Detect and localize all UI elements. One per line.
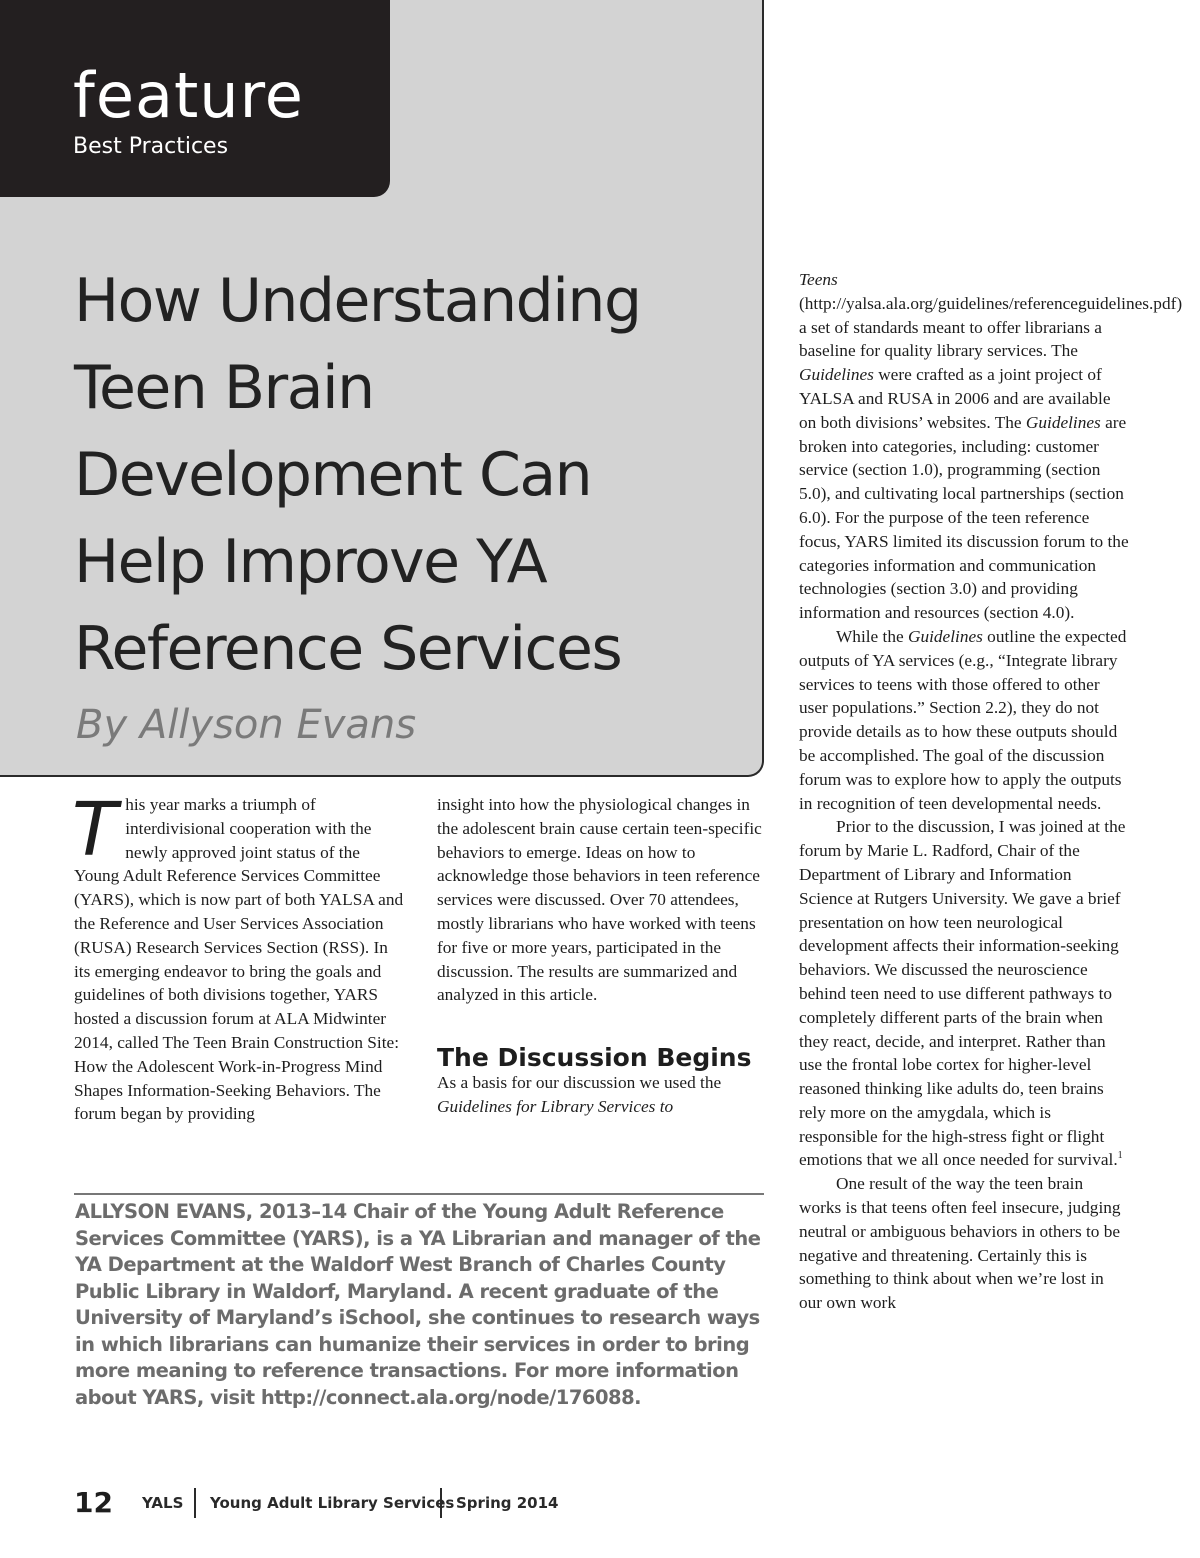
bio-divider: [74, 1193, 764, 1195]
byline: By Allyson Evans: [76, 702, 417, 748]
paragraph: [799, 625, 1129, 815]
title-line: Help Improve YA: [74, 527, 547, 597]
paragraph: [799, 1172, 1129, 1315]
italic-term: Guidelines: [799, 365, 874, 385]
paragraph: [799, 268, 1183, 625]
author-bio: ALLYSON EVANS, 2013–14 Chair of the Young Adult Reference Services Committee (YARS), is a YA Librarian and manager of the YA Department at the Waldorf West Branch of Charles County Public Library in Waldorf, Maryland. A recent graduate of the University of Maryland’s iSchool, she continues to research ways in which librarians can humanize their services in order to bring more meaning to reference transactions. For more information about YARS, visit http://connect.ala.org/node/176088.: [75, 1200, 761, 1409]
title-line: Teen Brain: [74, 353, 374, 423]
feature-tab: [0, 0, 390, 197]
issue-label: Spring 2014: [456, 1494, 559, 1512]
title-line: How Understanding: [74, 266, 641, 336]
intro-text: his year marks a triumph of interdivisional cooperation with the newly approved joint status of the Young Adult Reference Services Committee (YARS), which is now part of both YALSA and the Reference and User Services Association (RUSA) Research Services Section (RSS). In its emerging endeavor to bring the goals and guidelines of both divisions together, YARS hosted a discussion forum at ALA Midwinter 2014, called The Teen Brain Construction Site: How the Adolescent Work-in-Progress Mind Shapes Information-Seeking Behaviors. The forum began by providing: [74, 795, 404, 1124]
paragraph-text: Prior to the discussion, I was joined at the forum by Marie L. Radford, Chair of the Department of Library and Information Science at Rutgers University. We gave a brief presentation on how teen neurological development affects their information-seeking behaviors. We discussed the neuroscience behind teen need to use different pathways to completely different parts of the brain when they react, decide, and interpret. Rather than use the frontal lobe cortex for higher-level reasoned thinking like adults do, teen brains rely more on the amygdala, which is responsible for the high-stress fight or flight emotions that we all once needed for survival.: [799, 817, 1126, 1170]
page-number: 12: [74, 1486, 113, 1519]
intro-paragraph: [72, 787, 404, 1126]
paragraph-text: While the: [836, 626, 908, 646]
journal-name: Young Adult Library Services: [210, 1494, 455, 1512]
italic-term: Guidelines: [1025, 412, 1101, 432]
paragraph: [437, 1071, 762, 1119]
section-heading: The Discussion Begins: [437, 1043, 752, 1073]
section-label: feature: [73, 59, 304, 132]
paragraph-text: As a basis for our discussion we used the: [437, 1073, 722, 1093]
paragraph-text: are broken into categories, including: customer service (section 1.0), programming (section 5.0), and cultivating local partnerships (section 6.0). For the purpose of the teen reference focus, YARS limited its discussion forum to the categories information and communication technologies (section 3.0) and providing information and resources (section 4.0).: [799, 412, 1129, 623]
subsection-label: Best Practices: [73, 134, 229, 159]
paragraph-text: outline the expected outputs of YA services (e.g., “Integrate library services to teens with those offered to other user populations.” Section 2.2), they do not provide details as to how these outputs should be accomplished. The goal of the discussion forum was to explore how to apply the outputs in recognition of teen developmental needs.: [799, 626, 1127, 813]
footer-divider: [194, 1488, 196, 1518]
body-column-left: [72, 787, 404, 1126]
guidelines-title: Guidelines for Library Services to: [437, 1096, 674, 1116]
footnote-marker: 1: [1117, 1150, 1123, 1162]
title-panel: [0, 0, 764, 777]
italic-term: Guidelines: [907, 626, 983, 646]
paragraph: insight into how the physiological changes in the adolescent brain cause certain teen-specific behaviors to emerge. Ideas on how to acknowledge those behaviors in teen reference services were discussed. Over 70 attendees, mostly librarians who have worked with teens for five or more years, participated in the discussion. The results are summarized and analyzed in this article.: [437, 795, 762, 1005]
paragraph-text: One result of the way the teen brain works is that teens often feel insecure, judging neutral or ambiguous behaviors in others to be negative and threatening. Certainly this is something to think about when we’re lost in our own work: [799, 1174, 1121, 1313]
body-column-right: [799, 268, 1183, 1315]
title-line: Reference Services: [74, 614, 622, 684]
journal-abbrev: YALS: [142, 1494, 184, 1512]
title-line: Development Can: [74, 440, 592, 510]
body-column-middle: [437, 793, 762, 1119]
article-title: [74, 258, 754, 693]
italic-term: Teens: [799, 270, 838, 289]
drop-cap: T: [72, 787, 118, 873]
paragraph-text: were crafted as a joint project of YALSA and RUSA in 2006 and are available on both divisions’ websites. The: [799, 365, 1111, 432]
paragraph-text: (http://yalsa.ala.org/guidelines/referenceguidelines.pdf) a set of standards meant to offer librarians a baseline for quality library services. The: [799, 293, 1183, 361]
paragraph: [799, 815, 1129, 1172]
footer-divider: [440, 1488, 442, 1518]
